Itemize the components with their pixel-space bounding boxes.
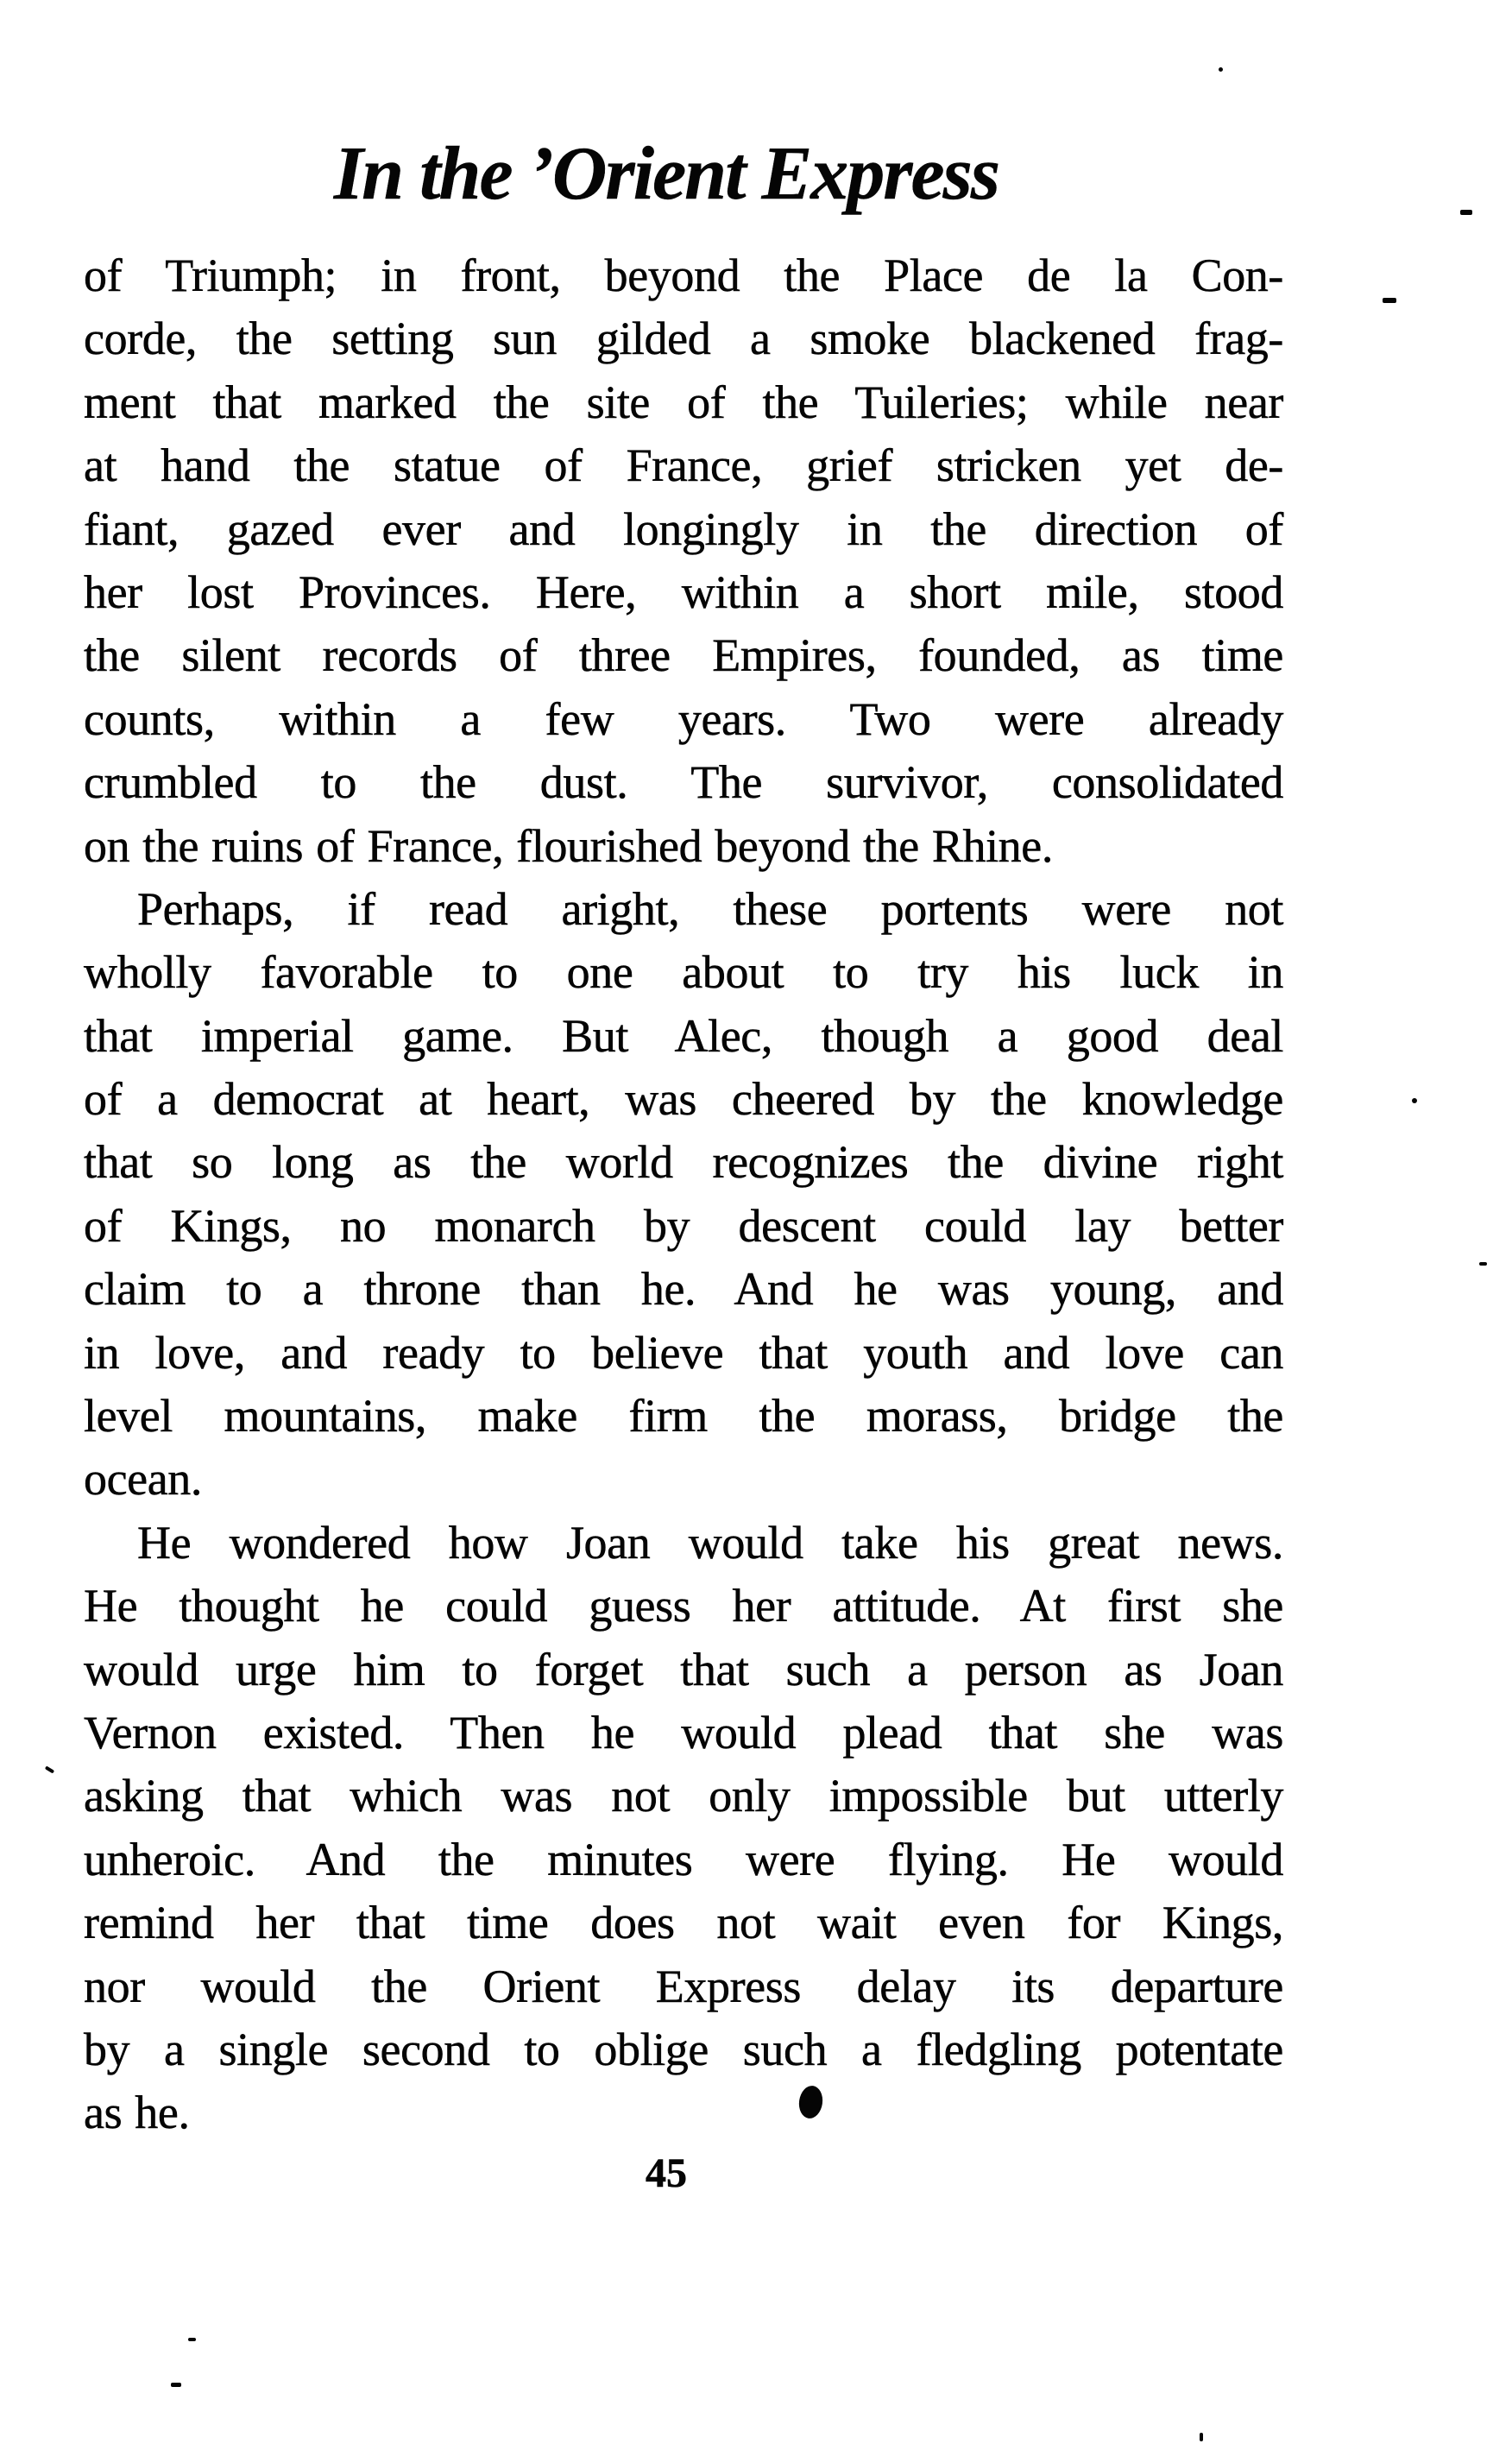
text-line: Perhaps, if read aright, these portents were not [137, 882, 1283, 935]
text-line: that so long as the world recognizes the divine right [84, 1136, 1283, 1189]
text-line: claim to a throne than he. And he was young, and [84, 1263, 1283, 1316]
paragraph [84, 878, 1283, 1512]
scan-speck [1219, 67, 1223, 72]
text-line: Vernon existed. Then he would plead that she was [84, 1706, 1283, 1759]
page-number: 45 [646, 2150, 687, 2196]
text-line: of Triumph; in front, beyond the Place de la Con- [84, 249, 1283, 301]
scan-speck [45, 1765, 54, 1773]
body-text [84, 244, 1283, 2145]
text-line: would urge him to forget that such a person as Joan [84, 1643, 1283, 1695]
scan-speck [171, 2383, 181, 2387]
text-line: unheroic. And the minutes were flying. He would [84, 1833, 1283, 1885]
text-line: corde, the setting sun gilded a smoke blackened frag- [84, 313, 1283, 365]
text-line: fiant, gazed ever and longingly in the direction of [84, 502, 1283, 555]
scan-speck [1460, 210, 1472, 215]
scan-speck [1383, 298, 1396, 303]
text-line: that imperial game. But Alec, though a good deal [84, 1009, 1283, 1062]
text-line: He thought he could guess her attitude. At first she [84, 1580, 1283, 1632]
text-line: ment that marked the site of the Tuileries; while near [84, 376, 1283, 428]
text-line: wholly favorable to one about to try his luck in [84, 946, 1283, 999]
text-line: level mountains, make firm the morass, bridge the [84, 1390, 1283, 1443]
scan-speck [188, 2338, 196, 2341]
scan-speck [1479, 1262, 1487, 1266]
text-line: remind her that time does not wait even for Kings, [84, 1897, 1283, 1949]
text-line: by a single second to oblige such a fledgling potentate [84, 2023, 1283, 2075]
text-line: counts, within a few years. Two were already [84, 692, 1283, 745]
text-line: ocean. [84, 1453, 203, 1506]
text-line: of Kings, no monarch by descent could lay better [84, 1199, 1283, 1252]
text-line: crumbled to the dust. The survivor, consolidated [84, 756, 1283, 809]
scan-speck [1200, 2433, 1203, 2441]
running-head: In the ’Orient Express [333, 132, 999, 216]
paragraph [84, 1512, 1283, 2145]
scan-speck [1412, 1098, 1417, 1103]
text-line: He wondered how Joan would take his great news. [137, 1516, 1283, 1569]
text-line: her lost Provinces. Here, within a short mile, stood [84, 565, 1283, 618]
text-line: the silent records of three Empires, founded, as time [84, 629, 1283, 682]
text-line: on the ruins of France, flourished beyond the Rhine. [84, 819, 1053, 872]
text-line: of a democrat at heart, was cheered by the knowledge [84, 1073, 1283, 1126]
paragraph [84, 244, 1283, 878]
text-line: at hand the statue of France, grief stricken yet de- [84, 439, 1283, 492]
text-line: as he. [84, 2087, 190, 2139]
text-line: in love, and ready to believe that youth and love can [84, 1326, 1283, 1379]
text-line: nor would the Orient Express delay its departure [84, 1960, 1283, 2012]
text-line: asking that which was not only impossible but utterly [84, 1770, 1283, 1822]
